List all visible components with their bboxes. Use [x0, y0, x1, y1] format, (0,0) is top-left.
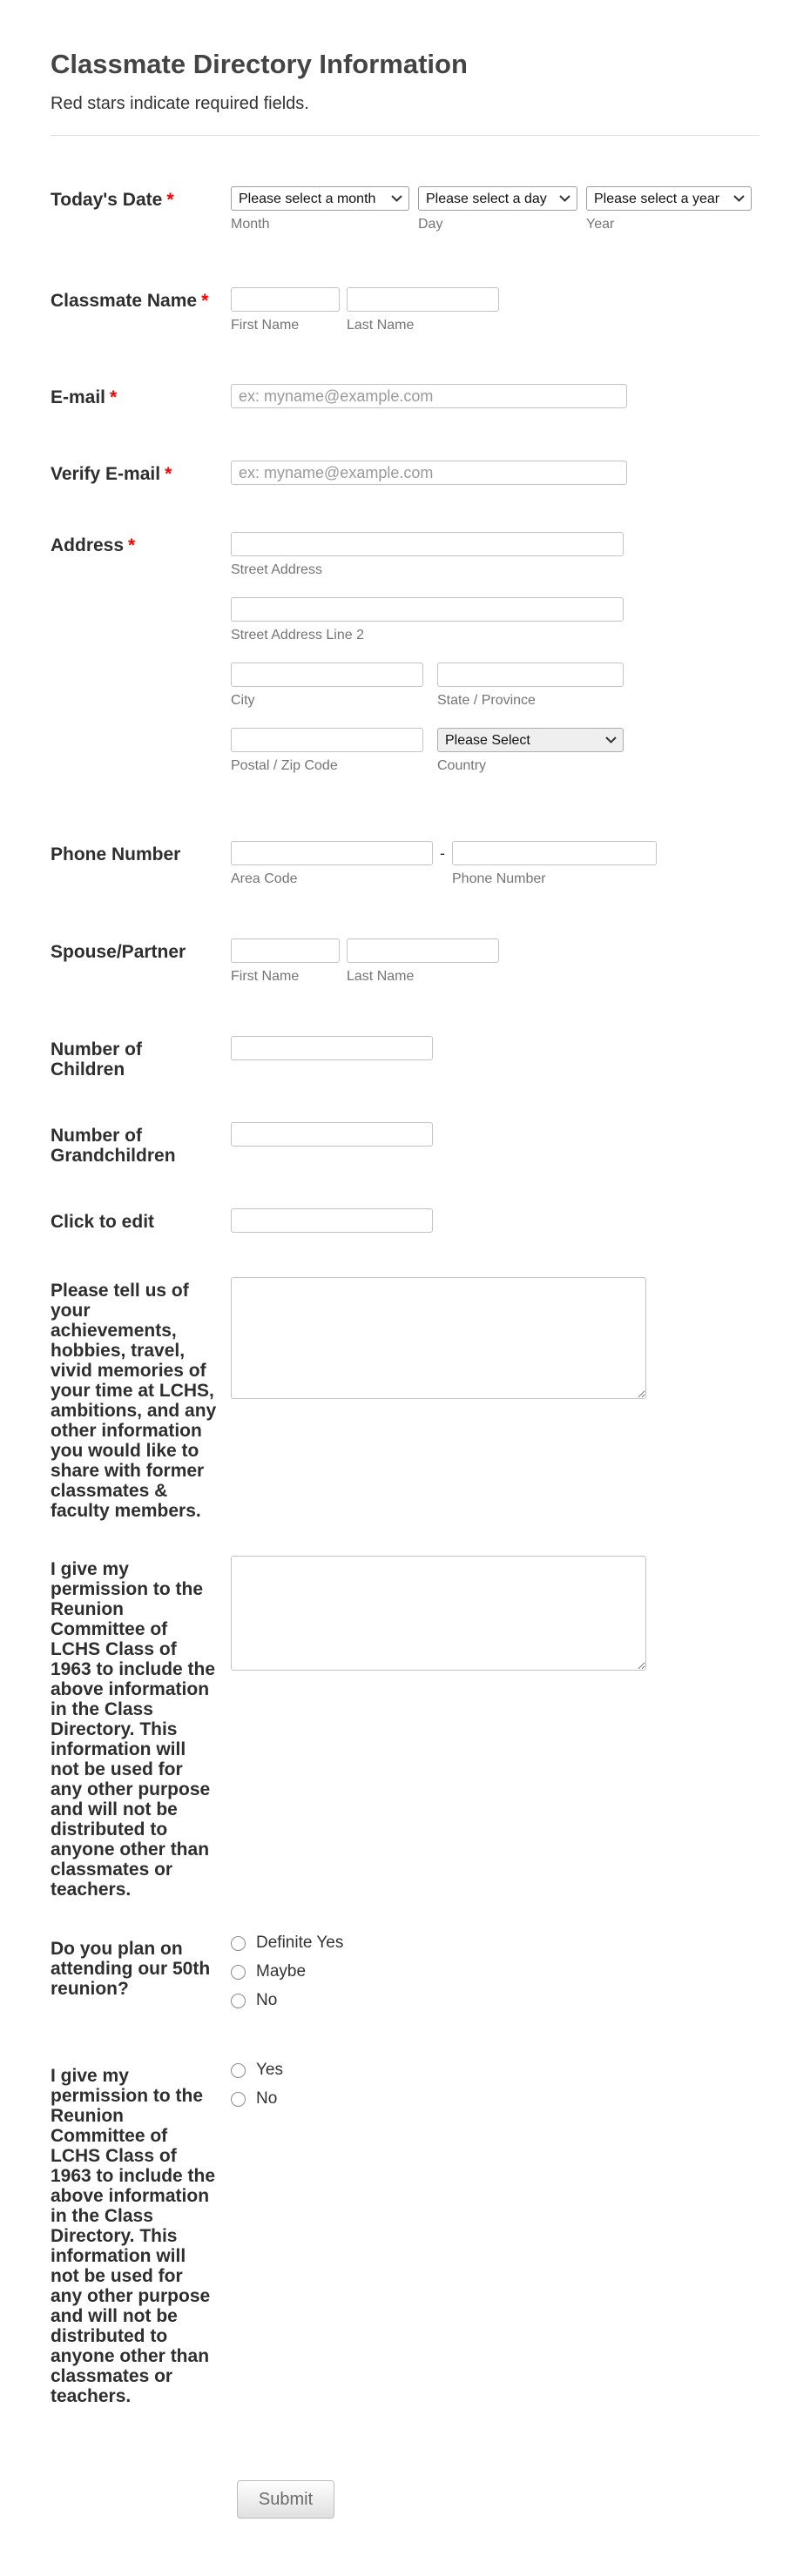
field-children — [51, 1036, 759, 1079]
label-text: Classmate Name — [51, 291, 198, 311]
number-of-children-input[interactable] — [231, 1036, 433, 1060]
month-select[interactable] — [231, 186, 409, 211]
area-code-sublabel: Area Code — [231, 871, 298, 886]
label-text: Click to edit — [51, 1212, 155, 1232]
field-reunion — [51, 1935, 759, 2021]
label-text: Address — [51, 535, 125, 555]
phone-separator: - — [440, 844, 445, 862]
field-label-achievements — [51, 1277, 231, 1521]
postal-zip-input[interactable] — [231, 728, 423, 752]
field-label-spouse — [51, 938, 231, 962]
field-phone — [51, 841, 759, 888]
click-to-edit-input[interactable] — [231, 1208, 433, 1233]
field-classmate-name — [51, 287, 759, 334]
field-achievements — [51, 1277, 759, 1521]
verify-email-input[interactable] — [231, 461, 627, 485]
spouse-first-name-sublabel: First Name — [231, 969, 300, 984]
phone-number-sublabel: Phone Number — [452, 871, 546, 886]
field-label-permission-textarea — [51, 1556, 231, 1900]
radio-button[interactable] — [231, 2063, 246, 2078]
field-address — [51, 532, 759, 775]
label-text: Do you plan on attending our 50th reunion? — [51, 1939, 211, 1999]
postal-zip-sublabel: Postal / Zip Code — [231, 758, 338, 773]
area-code-input[interactable] — [231, 841, 433, 865]
field-label-grandchildren — [51, 1122, 231, 1166]
day-sublabel: Day — [418, 217, 443, 232]
year-sublabel: Year — [586, 217, 615, 232]
field-todays-date — [51, 186, 759, 233]
radio-option-no[interactable] — [231, 2091, 759, 2107]
radio-button[interactable] — [231, 1936, 246, 1951]
city-sublabel: City — [231, 693, 255, 708]
label-text: Please tell us of your achievements, hobbies, travel, vivid memories of your time at LCHS, ambitions, and any other information you would like to share with former classmates & faculty members. — [51, 1281, 217, 1521]
country-select[interactable] — [437, 728, 624, 752]
first-name-input[interactable] — [231, 287, 340, 312]
label-text: Number of Children — [51, 1039, 142, 1079]
street-address-sublabel: Street Address — [231, 562, 322, 577]
required-star: * — [110, 387, 118, 407]
label-text: Phone Number — [51, 844, 181, 864]
permission-textarea[interactable] — [231, 1556, 646, 1671]
radio-option-no[interactable] — [231, 1993, 759, 2008]
achievements-textarea[interactable] — [231, 1277, 646, 1399]
radio-button[interactable] — [231, 1965, 246, 1980]
state-province-sublabel: State / Province — [437, 693, 536, 708]
radio-button[interactable] — [231, 2092, 246, 2107]
field-click-to-edit — [51, 1208, 759, 1233]
radio-button[interactable] — [231, 1994, 246, 2008]
year-select[interactable] — [586, 186, 752, 211]
phone-number-input[interactable] — [452, 841, 657, 865]
street-address-2-sublabel: Street Address Line 2 — [231, 628, 364, 642]
field-label-classmate-name — [51, 287, 231, 311]
country-sublabel: Country — [437, 758, 487, 773]
page-title: Classmate Directory Information — [51, 49, 468, 79]
submit-row — [51, 2480, 759, 2519]
street-address-input[interactable] — [231, 532, 624, 556]
label-text: Today's Date — [51, 190, 163, 210]
required-star: * — [165, 464, 172, 484]
field-label-permission-radio — [51, 2062, 231, 2406]
radio-label: No — [256, 2089, 278, 2108]
spouse-first-name-input[interactable] — [231, 938, 340, 963]
state-province-input[interactable] — [437, 662, 624, 687]
required-fields-note: Red stars indicate required fields. — [51, 94, 309, 113]
radio-label: Maybe — [256, 1962, 307, 1981]
required-star: * — [166, 190, 174, 210]
submit-button[interactable]: Submit — [237, 2480, 334, 2519]
month-sublabel: Month — [231, 217, 270, 232]
last-name-sublabel: Last Name — [347, 318, 415, 333]
header-divider — [51, 135, 759, 136]
spouse-last-name-sublabel: Last Name — [347, 969, 415, 984]
field-spouse — [51, 938, 759, 985]
field-permission-textarea — [51, 1556, 759, 1900]
radio-label: Definite Yes — [256, 1934, 344, 1952]
required-star: * — [128, 535, 136, 555]
radio-option-definite-yes[interactable] — [231, 1935, 759, 1951]
field-label-verify-email — [51, 461, 231, 484]
label-text: E-mail — [51, 387, 106, 407]
label-text: I give my permission to the Reunion Committee of LCHS Class of 1963 to include the above information in the Class Directory. This information will not be used for any other purpose and will not be distributed to anyone other than classmates or teachers. — [51, 2066, 216, 2406]
radio-option-yes[interactable] — [231, 2062, 759, 2078]
label-text: Spouse/Partner — [51, 942, 186, 962]
spouse-last-name-input[interactable] — [347, 938, 499, 963]
field-label-phone — [51, 841, 231, 864]
first-name-sublabel: First Name — [231, 318, 300, 333]
label-text: I give my permission to the Reunion Committee of LCHS Class of 1963 to include the above information in the Class Directory. This information will not be used for any other purpose and will not be distributed to anyone other than classmates or teachers. — [51, 1559, 216, 1900]
field-label-todays-date — [51, 186, 231, 210]
required-star: * — [201, 291, 209, 311]
label-text: Number of Grandchildren — [51, 1126, 176, 1166]
field-label-click-to-edit — [51, 1208, 231, 1232]
last-name-input[interactable] — [347, 287, 499, 312]
field-label-children — [51, 1036, 231, 1079]
label-text: Verify E-mail — [51, 464, 161, 484]
field-verify-email — [51, 461, 759, 485]
day-select[interactable] — [418, 186, 577, 211]
radio-label: Yes — [256, 2061, 283, 2079]
street-address-2-input[interactable] — [231, 597, 624, 622]
field-permission-radio — [51, 2062, 759, 2406]
email-input[interactable] — [231, 384, 627, 408]
radio-option-maybe[interactable] — [231, 1964, 759, 1980]
number-of-grandchildren-input[interactable] — [231, 1122, 433, 1147]
field-email — [51, 384, 759, 408]
city-input[interactable] — [231, 662, 423, 687]
radio-label: No — [256, 1991, 278, 2009]
field-label-reunion — [51, 1935, 231, 1999]
field-grandchildren — [51, 1122, 759, 1166]
field-label-email — [51, 384, 231, 407]
field-label-address — [51, 532, 231, 555]
